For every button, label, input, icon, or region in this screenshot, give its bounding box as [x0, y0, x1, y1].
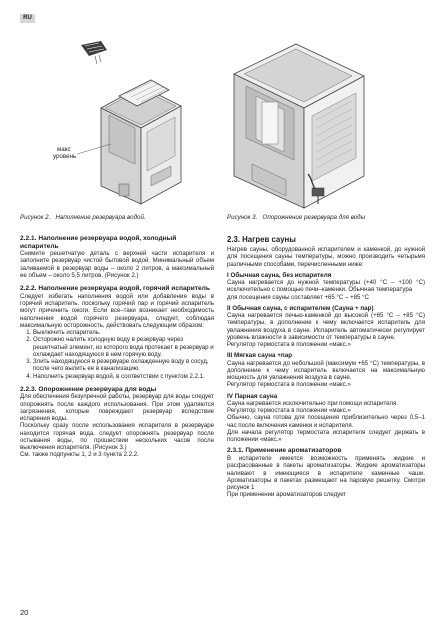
page-number: 20 [20, 608, 29, 617]
mode2-body-last: Регулятор термостата в положении «макс.» [227, 341, 351, 349]
water-vessel-icon [81, 41, 107, 64]
fill-hot-steps [20, 329, 214, 380]
mode2-title: II Обычная сауна, с испарителем (Сауна + пар) [227, 304, 374, 312]
section-fill-cold-title: 2.2.1. Наполнение резервуара водой, холодный испаритель [20, 235, 177, 250]
section-aroma-body-last: При применении ароматизаторов следует [227, 491, 347, 499]
mode2-body: Сауна нагревается печью-каменкой до высокой (+65 °C – +85 °C) температуры, в дополнение к чему включается испаритель для увлажнения воздуха в сауне. Испаритель автоматически регулирует уровень влажности в зависимости от температуры в сауне. [227, 312, 425, 341]
mode4-body3: Обычно, сауна готова для посещения приблизительно через 0,5–1 час после включения каменки и испарителя. [227, 414, 425, 429]
figure-draining-tank [222, 36, 432, 211]
section-fill-hot-body: Следует избегать наполнения водой или добавления воды в горячий испаритель, поскольку горячий пар и горячий испаритель могут причинить ожоги. Если все–таки возникает необходимость наполнения водой горячего резервуара, следует, соблюдая максимальную осторожность, действовать следующим образом: [20, 292, 214, 329]
mode4-body1: Сауна нагревается исключительно при помощи испарителя. [227, 399, 398, 407]
max-level-label-line1: макс [57, 146, 71, 153]
list-item: 4. Наполнить резервуар водой, в соответствии с пунктом 2.2.1. [33, 373, 214, 380]
figure-filling-tank [19, 36, 209, 211]
list-item: 2. Осторожно налить холодную воду в резервуар через решетчатый элемент, из которого вода протекает в резервуар и охлаждает находящуюся в нем горячую воду. [33, 336, 214, 358]
section-aroma-title: 2.3.1. Применение ароматизаторов [227, 447, 342, 455]
mode1-title: I Обычная сауна, без испарителя [227, 271, 332, 279]
section-heating-body: Нагрев сауны, оборудованной испарителем и каменкой, до нужной для посещения сауны температуры, можно производить четырьмя различными способами, перечисленными ниже: [227, 246, 425, 268]
figure1-caption-text: Наполнение резервуара водой. [55, 214, 146, 221]
mode4-body4: Для начала регулятор термостата испарителя следует держать в положении «макс.» [227, 428, 425, 444]
section-aroma-body: В испарителе имеется возможность применять жидкие и расфасованные в пакеты ароматизаторы. Жидкие ароматизаторы наливают в имеющиеся в испарителе каменные чаши. Ароматизаторы в пакетах размещают на паровую решетку. Смотри рисунок 1 [227, 455, 425, 492]
mode3-body-last: Регулятор термостата в положении «макс.» [227, 381, 351, 389]
mode4-title: IV Парная сауна [227, 392, 278, 400]
mode3-title: III Мягкая сауна +пар [227, 352, 293, 360]
figure2-caption [227, 214, 365, 221]
language-tag: RU [20, 14, 35, 23]
mode4-body2: Регулятор термостата в положении «макс.» [227, 407, 351, 415]
section-drain-title: 2.2.3. Опорожнение резервуара для воды [20, 385, 157, 393]
section-fill-hot-title: 2.2.2. Наполнение резервуара водой, горячий испаритель [20, 285, 210, 293]
section-heating-title: 2.3. Нагрев сауны [227, 235, 296, 244]
right-column [227, 235, 425, 499]
figure2-caption-text: Опорожнение резервуара для воды [262, 214, 366, 221]
section-fill-cold-body: Снимите решетчатую деталь с верхней части испарителя и заполните резервуар чистой бытовой водой. Минимальный объем заливаемой в резервуар воды – около 2 литров, а максимальный ее объем – около 5,5 литров. (Рисунок 2.) [20, 250, 214, 279]
section-drain-body2: Поскольку сразу после использования испарителя в резервуаре находится горячая вода, следует опорожнять резервуар после остывания воды, по прошествии нескольких часов после выключения испарителя. (Рисунок 3.) [20, 422, 214, 452]
filling-tank-illustration [19, 36, 209, 211]
list-item: 1. Выключить испаритель. [33, 329, 214, 336]
steamer-cabinet-open [234, 44, 364, 208]
list-item: 3. Злить находящуюся в резервуаре охлажденную воду в сосуд, после чего вылить ее в канализацию. [33, 358, 214, 373]
draining-tank-illustration [222, 36, 432, 211]
mode1-body-last: для посещения сауны составляет +65 °C – +85 °C [227, 293, 369, 301]
left-column [20, 235, 214, 459]
figure1-caption [20, 214, 146, 221]
mode1-body: Сауна нагревается до нужной температуры (+40 °C – +100 °C) исключительно с помощью печи–каменки. Обычная температура [227, 279, 425, 294]
figure2-caption-number: Рисунок 3. [227, 214, 258, 221]
max-level-label-line2: уровень [53, 153, 77, 160]
section-drain-body3: См. также подпункты 1, 2 и 3 пункта 2.2.2. [20, 451, 139, 459]
section-drain-body1: Для обеспечения безупречной работы, резервуар для воды следует опорожнять после каждого использования. При этом удаляются загрязнения, которые повреждают резервуар вследствие испарения воды. [20, 393, 214, 423]
figure1-caption-number: Рисунок 2. [20, 214, 51, 221]
mode3-body: Сауна нагревается до небольшой (максимум +65 °C) температуры, в дополнение к чему испаритель включается на максимальную мощность для увлажнения воздуха в сауне. [227, 359, 425, 382]
